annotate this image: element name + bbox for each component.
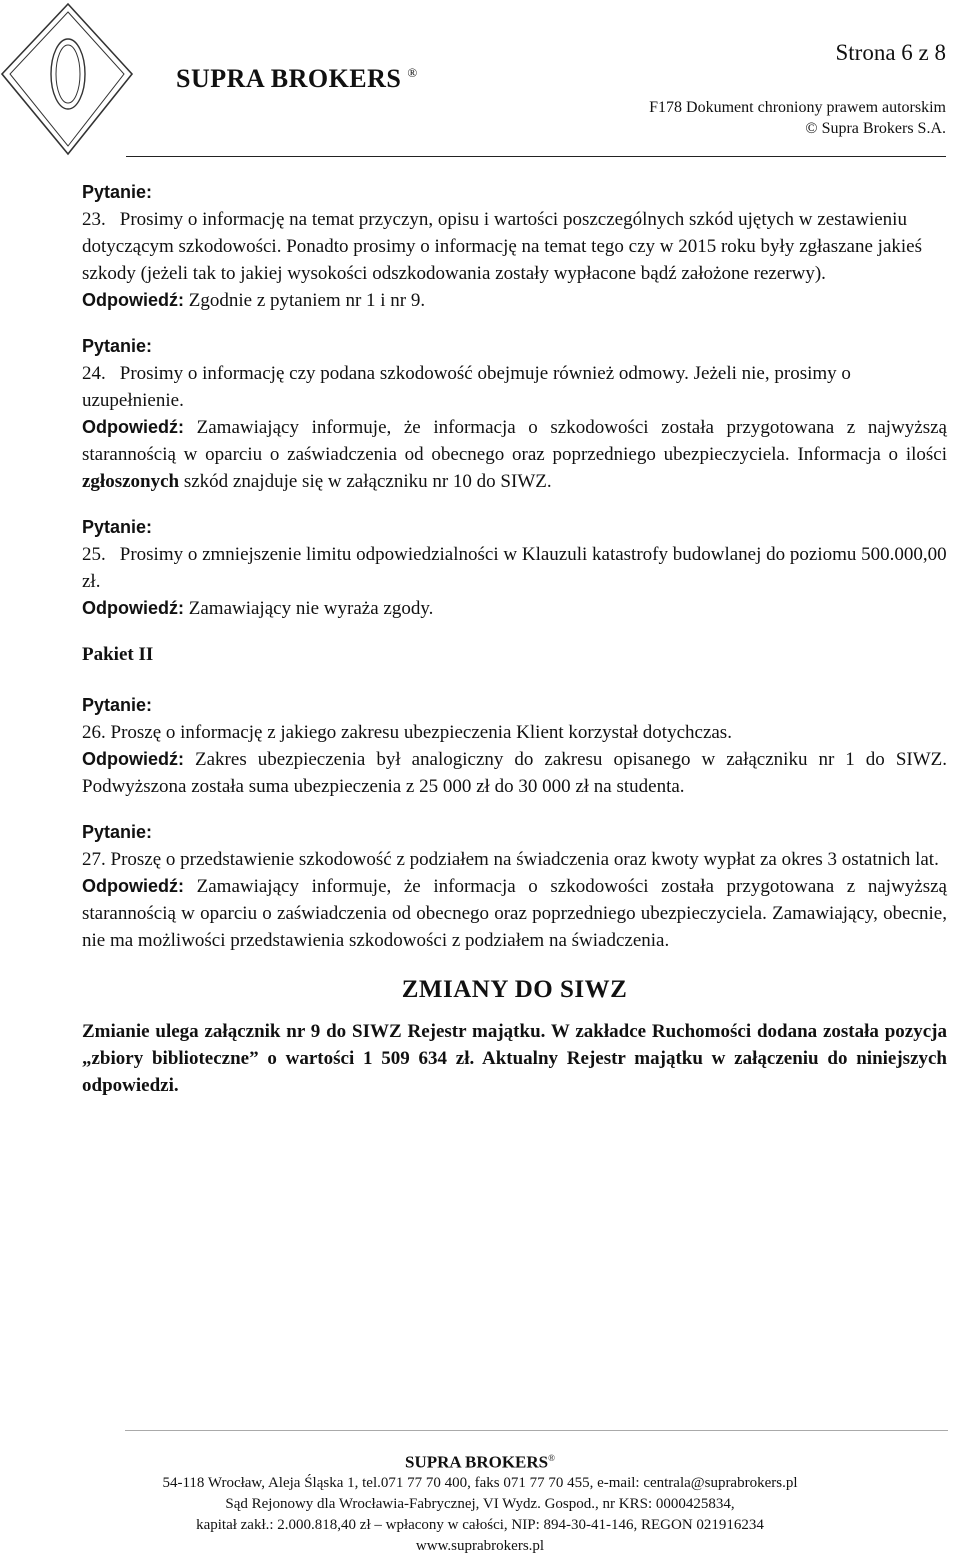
question-text: 25. Prosimy o zmniejszenie limitu odpowiedzialności w Klauzuli katastrofy budowlanej do poziomu 500.000,00 zł. [82,544,947,592]
question-label: Pytanie: [82,336,153,356]
changes-text: Zmianie ulega załącznik nr 9 do SIWZ Rejestr majątku. W zakładce Ruchomości dodana została pozycja „zbiory biblioteczne” o wartości 1 509 634 zł. Aktualny Rejestr majątku w załączeniu do niniejszych odpowiedzi. [82,1021,947,1096]
footer [0,1448,960,1557]
question-label: Pytanie: [82,822,153,842]
answer-text: Odpowiedź: Zgodnie z pytaniem nr 1 i nr 9. [82,290,426,311]
question-text: 27. Proszę o przedstawienie szkodowość z podziałem na świadczenia oraz kwoty wypłat za okres 3 ostatnich lat. [82,849,939,870]
page-number: Strona 6 z 8 [835,40,946,65]
answer-text: Odpowiedź: Zamawiający informuje, że informacja o szkodowości została przygotowana z najwyższą starannością w oparciu o zaświadczenia od obecnego oraz poprzedniego ubezpieczyciela. Informacja o ilości zgłoszonych szkód znajduje się w załączniku nr 10 do SIWZ. [82,417,947,492]
company-logo [0,0,170,160]
question-text: 26. Proszę o informację z jakiego zakresu ubezpieczenia Klient korzystał dotychczas. [82,722,732,743]
qa-item-27 [82,819,947,954]
answer-text: Odpowiedź: Zamawiający informuje, że informacja o szkodowości została przygotowana z najwyższą starannością w oparciu o zaświadczenia od obecnego oraz poprzedniego ubezpieczyciela. Zamawiający, obecnie, nie ma możliwości przedstawienia szkodowości z podziałem na świadczenia. [82,876,947,951]
question-label: Pytanie: [82,517,153,537]
question-label: Pytanie: [82,182,153,202]
registered-mark: ® [407,65,418,81]
qa-item-25 [82,514,947,622]
bold-term: zgłoszonych [82,471,180,492]
answer-text: Odpowiedź: Zamawiający nie wyraża zgody. [82,598,434,619]
question-text: 24. Prosimy o informację czy podana szkodowość obejmuje również odmowy. Jeżeli nie, prosimy o uzupełnienie. [82,363,851,411]
footer-divider [125,1430,948,1431]
doc-code: F178 Dokument chroniony prawem autorskim [649,99,946,116]
answer-label: Odpowiedź: [82,290,184,310]
qa-item-26 [82,692,947,800]
question-text: 23. Prosimy o informację na temat przyczyn, opisu i wartości poszczególnych szkód ujętych w zestawieniu dotyczącym szkodowości. Ponadto prosimy o informację na temat tego czy w 2015 roku były zgłaszane jakieś szkody (jeżeli tak to jakiej wysokości odszkodowania zostały wypłacone bądź założone rezerwy). [82,209,922,284]
answer-label: Odpowiedź: [82,598,184,618]
document-body [82,179,947,1099]
answer-label: Odpowiedź: [82,876,184,896]
footer-brand: SUPRA BROKERS® [405,1452,555,1472]
footer-website: www.suprabrokers.pl [415,1537,545,1554]
document-note [649,97,946,139]
answer-text: Odpowiedź: Zakres ubezpieczenia był analogiczny do zakresu opisanego w załączniku nr 1 do SIWZ. Podwyższona została suma ubezpieczenia z 25 000 zł do 30 000 zł na studenta. [82,749,947,797]
footer-address: 54-118 Wrocław, Aleja Śląska 1, tel.071 77 70 400, faks 071 77 70 455, e-mail: centrala@suprabrokers.pl [162,1474,798,1491]
answer-label: Odpowiedź: [82,749,184,769]
question-label: Pytanie: [82,695,153,715]
qa-item-24 [82,333,947,495]
section-heading-pakiet: Pakiet II [82,644,154,665]
brand-name: SUPRA BROKERS ® [176,64,418,93]
footer-court: Sąd Rejonowy dla Wrocławia-Fabrycznej, VI Wydz. Gospod., nr KRS: 0000425834, [225,1495,735,1512]
footer-capital: kapitał zakł.: 2.000.818,40 zł – wpłacony w całości, NIP: 894-30-41-146, REGON 021916234 [196,1516,764,1533]
copyright: © Supra Brokers S.A. [805,120,946,137]
answer-label: Odpowiedź: [82,417,184,437]
qa-item-23 [82,179,947,314]
changes-heading: ZMIANY DO SIWZ [401,976,628,1003]
header-divider [126,156,946,157]
